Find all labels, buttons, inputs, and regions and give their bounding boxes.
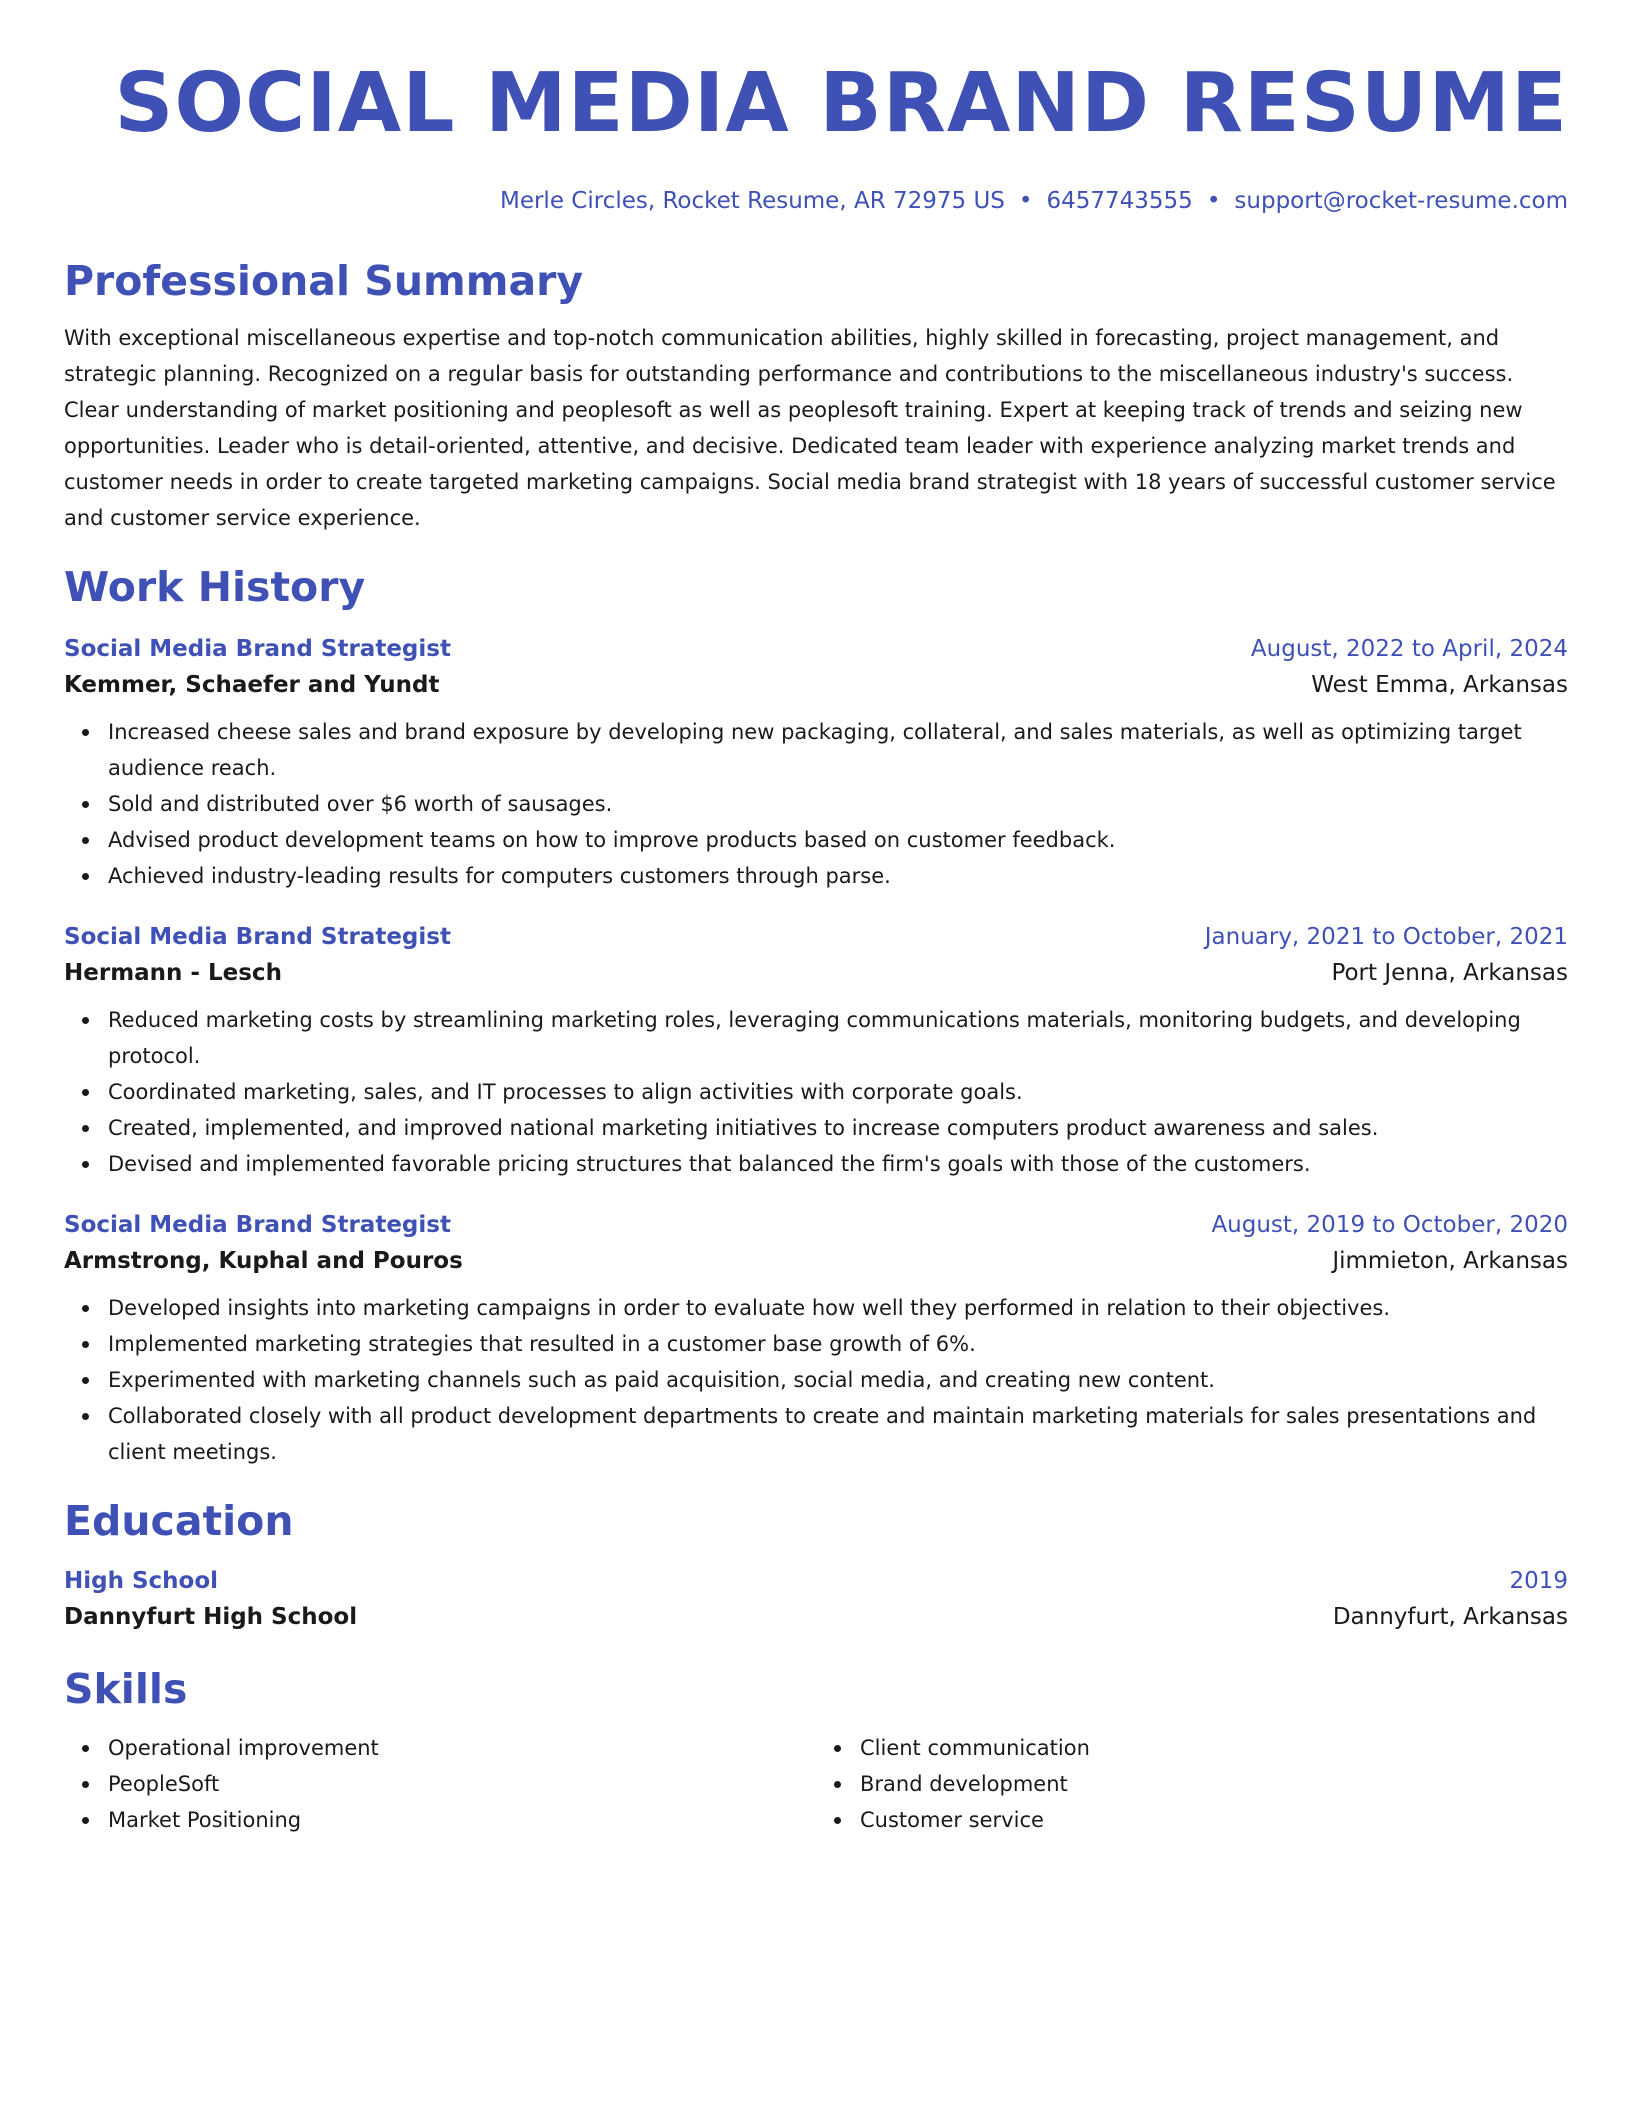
job-bullet: Reduced marketing costs by streamlining marketing roles, leveraging communications materials, monitoring budgets, and developing protocol. bbox=[108, 1002, 1568, 1074]
skill-item: Operational improvement bbox=[108, 1730, 816, 1766]
job-title: Social Media Brand Strategist bbox=[64, 924, 451, 950]
job-bullet: Coordinated marketing, sales, and IT processes to align activities with corporate goals. bbox=[108, 1074, 1568, 1110]
work-history-list bbox=[64, 632, 1568, 1470]
skill-item: Customer service bbox=[860, 1802, 1568, 1838]
resume-title: SOCIAL MEDIA BRAND RESUME bbox=[114, 56, 1568, 151]
job-bullet: Created, implemented, and improved national marketing initiatives to increase computers product awareness and sales. bbox=[108, 1110, 1568, 1146]
job-entry bbox=[64, 920, 1568, 1182]
job-location: Jimmieton, Arkansas bbox=[1332, 1248, 1568, 1274]
skills-column-left bbox=[64, 1730, 816, 1838]
skill-item: Market Positioning bbox=[108, 1802, 816, 1838]
job-bullet: Increased cheese sales and brand exposure by developing new packaging, collateral, and sales materials, as well as optimizing target audience reach. bbox=[108, 714, 1568, 786]
summary-heading: Professional Summary bbox=[64, 257, 584, 305]
job-dates: August, 2022 to April, 2024 bbox=[1250, 636, 1568, 662]
job-bullet: Experimented with marketing channels such as paid acquisition, social media, and creating new content. bbox=[108, 1362, 1568, 1398]
job-bullet: Developed insights into marketing campaigns in order to evaluate how well they performed in relation to their objectives. bbox=[108, 1290, 1568, 1326]
education-year: 2019 bbox=[1509, 1568, 1568, 1594]
summary-text: With exceptional miscellaneous expertise and top-notch communication abilities, highly skilled in forecasting, project management, and strategic planning. Recognized on a regular basis for outstanding performance and contributions to the miscellaneous industry's success. Clear understanding of market positioning and peoplesoft as well as peoplesoft training. Expert at keeping track of trends and seizing new opportunities. Leader who is detail-oriented, attentive, and decisive. Dedicated team leader with experience analyzing market trends and customer needs in order to create targeted marketing campaigns. Social media brand strategist with 18 years of successful customer service and customer service experience. bbox=[64, 326, 1556, 530]
contact-address: Merle Circles, Rocket Resume, AR 72975 US bbox=[499, 188, 1005, 214]
education-heading: Education bbox=[64, 1497, 294, 1545]
job-company: Kemmer, Schaefer and Yundt bbox=[64, 672, 440, 698]
skills-list bbox=[64, 1730, 816, 1838]
job-entry bbox=[64, 632, 1568, 894]
skill-item: PeopleSoft bbox=[108, 1766, 816, 1802]
skill-item: Client communication bbox=[860, 1730, 1568, 1766]
education-school: Dannyfurt High School bbox=[64, 1604, 358, 1630]
skills-heading: Skills bbox=[64, 1665, 188, 1713]
education-degree: High School bbox=[64, 1568, 219, 1594]
job-bullet: Achieved industry-leading results for computers customers through parse. bbox=[108, 858, 1568, 894]
job-bullets bbox=[64, 1290, 1568, 1470]
contact-phone: 6457743555 bbox=[1046, 188, 1193, 214]
job-dates: August, 2019 to October, 2020 bbox=[1211, 1212, 1568, 1238]
contact-separator: • bbox=[1018, 188, 1033, 214]
education-location: Dannyfurt, Arkansas bbox=[1332, 1604, 1568, 1630]
contact-email: support@rocket-resume.com bbox=[1234, 188, 1568, 214]
job-location: Port Jenna, Arkansas bbox=[1331, 960, 1568, 986]
job-bullet: Implemented marketing strategies that resulted in a customer base growth of 6%. bbox=[108, 1326, 1568, 1362]
education-entry bbox=[64, 1564, 1568, 1636]
job-bullet: Collaborated closely with all product development departments to create and maintain marketing materials for sales presentations and client meetings. bbox=[108, 1398, 1568, 1470]
skills-list bbox=[816, 1730, 1568, 1838]
job-company: Hermann - Lesch bbox=[64, 960, 282, 986]
contact-line bbox=[64, 186, 1568, 216]
job-title: Social Media Brand Strategist bbox=[64, 1212, 451, 1238]
job-dates: January, 2021 to October, 2021 bbox=[1204, 924, 1568, 950]
job-entry bbox=[64, 1208, 1568, 1470]
job-title: Social Media Brand Strategist bbox=[64, 636, 451, 662]
job-bullets bbox=[64, 1002, 1568, 1182]
job-bullet: Advised product development teams on how to improve products based on customer feedback. bbox=[108, 822, 1568, 858]
job-bullet: Devised and implemented favorable pricing structures that balanced the firm's goals with those of the customers. bbox=[108, 1146, 1568, 1182]
skills-column-right bbox=[816, 1730, 1568, 1838]
job-bullet: Sold and distributed over $6 worth of sausages. bbox=[108, 786, 1568, 822]
job-company: Armstrong, Kuphal and Pouros bbox=[64, 1248, 463, 1274]
contact-separator: • bbox=[1206, 188, 1221, 214]
skill-item: Brand development bbox=[860, 1766, 1568, 1802]
work-history-heading: Work History bbox=[64, 563, 366, 611]
skills-grid bbox=[64, 1730, 1568, 1838]
job-bullets bbox=[64, 714, 1568, 894]
job-location: West Emma, Arkansas bbox=[1311, 672, 1568, 698]
